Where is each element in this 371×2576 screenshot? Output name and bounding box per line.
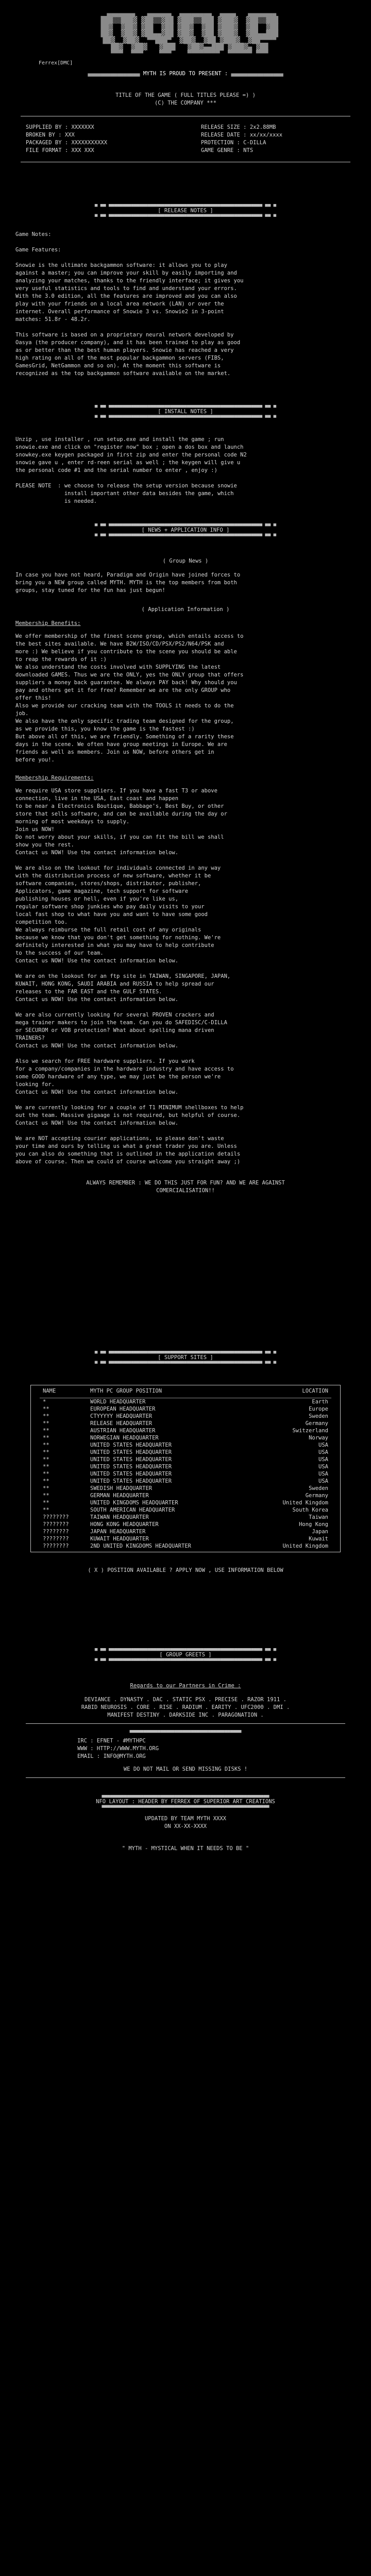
banner-label: [ RELEASE NOTES ] <box>158 208 213 214</box>
hq-name: ???????? <box>43 1514 69 1520</box>
hq-location: Earth <box>312 1399 328 1405</box>
hq-name: ** <box>43 1500 49 1506</box>
hq-row <box>40 1413 331 1420</box>
news-section <box>0 557 371 1195</box>
game-title: TITLE OF THE GAME ( FULL TITLES PLEASE =) ) <box>115 92 256 98</box>
contact-section <box>0 1723 371 1778</box>
banner-label: [ NEWS + APPLICATION INFO ] <box>141 527 230 533</box>
hq-location: Switzerland <box>292 1428 328 1434</box>
hq-location: United Kingdom <box>282 1500 328 1506</box>
hq-position: NORWEGIAN HEADQUARTER <box>90 1435 159 1441</box>
game-genre: GAME GENRE : NTS <box>201 147 254 154</box>
hq-position: TAIWAN HEADQUARTER <box>90 1514 149 1520</box>
membership-benefits-text: We offer membership of the finest scene group, which entails access to the best sites available. We have B2W/ISO/CD/PSX/PS2/N64/PSK and more :) We believe if you contribute to the scene you should be able to reap the rewards of it :) We also understand the costs involved with SUPPLYING the latest downloaded GAMES. Thus we are the ONLY, yes the ONLY group that offers suppliers a money back guarantee. We always PAY back! Why should you pay and others get it for free? Remember we are the only GROUP who offer this! Also we provide our cracking team with the TOOLS it needs to do the job. We also have the only specific trading team designed for the group, as we provide this, you know the game is the fastest :) But above all of this, we are friendly. Something of a rarity these days in the scene. We often have group meetings in Europe. We are friends as well as members. Join us NOW, before others get in before you!. <box>15 633 244 763</box>
hq-name: ???????? <box>43 1536 69 1542</box>
footer <box>0 1793 371 1853</box>
hq-name: ** <box>43 1413 49 1419</box>
hq-row <box>40 1427 331 1434</box>
hq-name: ** <box>43 1428 49 1434</box>
hq-position: 2ND UNITED KINGDOMS HEADQUARTER <box>90 1543 191 1549</box>
release-row <box>21 131 350 139</box>
col-location: LOCATION <box>302 1388 328 1394</box>
contact-irc: IRC : EFNET - #MYTHPC <box>77 1738 146 1744</box>
hq-position: CTYYYYY HEADQUARTER <box>90 1413 153 1419</box>
hq-position: SOUTH AMERICAN HEADQUARTER <box>90 1507 175 1513</box>
artist-tag-text: Ferrex[DMC] <box>39 60 73 66</box>
hq-name: ** <box>43 1449 49 1455</box>
hq-row <box>40 1543 331 1550</box>
footer-credits: NFO LAYOUT : HEADER BY FERREX OF SUPERIOR ART CREATIONS <box>96 1799 275 1805</box>
hq-location: Sweden <box>309 1485 328 1492</box>
release-info <box>0 116 371 162</box>
hq-name: ** <box>43 1478 49 1484</box>
membership-benefits-title: Membership Benefits: <box>15 620 81 626</box>
hq-location: USA <box>318 1442 328 1448</box>
hq-row <box>40 1405 331 1413</box>
banner-rule-bottom: ▀ ▀▀ ▀▀▀▀▀▀▀▀▀▀▀▀▀▀▀▀▀▀▀▀▀▀▀▀▀▀▀▀▀▀▀▀▀▀▀▀▀▀▀▀▀▀▀▀▀▀▀▀▀▀▀▀▀▀▀ ▀▀ ▀ <box>94 1659 277 1664</box>
greets-line-3: MANIFEST DESTINY . DARKSIDE INC . PARAGONATION . <box>107 1712 264 1718</box>
hq-position: WORLD HEADQUARTER <box>90 1399 146 1405</box>
greets-line-2: RABID NEUROSIS . CORE . RISE . RADIUM . EARITY . UFC2000 . DMI . <box>81 1704 290 1710</box>
greets-line-1: DEVIANCE . DYNASTY . DAC . STATIC PSX . PRECISE . RAZOR 1911 . <box>85 1697 286 1703</box>
banner-label: [ INSTALL NOTES ] <box>158 409 213 415</box>
group-news-title: ( Group News ) <box>162 558 209 564</box>
install-instructions: Unzip , use installer , run setup.exe and install the game ; run snowie.exe and click on "register now" box ; open a dos box and launch snowkey.exe keygen packaged in first zip and enter the personal code N2 snowie gave u , enter rd-reen serial as well ; the keygen will give u the personal code #1 and the serial number to enter , enjoy :) <box>15 436 247 473</box>
hq-name: ** <box>43 1507 49 1513</box>
hq-location: USA <box>318 1464 328 1470</box>
hq-location: USA <box>318 1478 328 1484</box>
hq-row <box>40 1485 331 1492</box>
hq-row <box>40 1449 331 1456</box>
banner-label: [ SUPPORT SITES ] <box>158 1354 213 1361</box>
hq-position: SWEDISH HEADQUARTER <box>90 1485 153 1492</box>
hq-position: UNITED STATES HEADQUARTER <box>90 1478 172 1484</box>
contact-email: EMAIL : INFO@MYTH.ORG <box>77 1753 146 1759</box>
banner-rule-top: ▄ ▄▄ ▄▄▄▄▄▄▄▄▄▄▄▄▄▄▄▄▄▄▄▄▄▄▄▄▄▄▄▄▄▄▄▄▄▄▄▄▄▄▄▄▄▄▄▄▄▄▄▄▄▄▄▄▄▄▄ ▄▄ ▄ <box>94 202 277 207</box>
contact-lines <box>77 1737 294 1760</box>
regards-line: Regards to our Partners in Crime : <box>130 1683 241 1689</box>
hq-row <box>40 1478 331 1485</box>
hq-body <box>40 1398 331 1550</box>
proud-right-rule: ▄▄▄▄▄▄▄▄▄▄▄▄▄▄▄▄ <box>228 71 283 77</box>
hq-position: UNITED STATES HEADQUARTER <box>90 1456 172 1463</box>
hq-name: ???????? <box>43 1543 69 1549</box>
artist-tag <box>39 59 142 67</box>
hq-name: ???????? <box>43 1521 69 1528</box>
banner-rule-bottom: ▀ ▀▀ ▀▀▀▀▀▀▀▀▀▀▀▀▀▀▀▀▀▀▀▀▀▀▀▀▀▀▀▀▀▀▀▀▀▀▀▀▀▀▀▀▀▀▀▀▀▀▀▀▀▀▀▀▀▀▀ ▀▀ ▀ <box>94 215 277 220</box>
banner-rule-top: ▄ ▄▄ ▄▄▄▄▄▄▄▄▄▄▄▄▄▄▄▄▄▄▄▄▄▄▄▄▄▄▄▄▄▄▄▄▄▄▄▄▄▄▄▄▄▄▄▄▄▄▄▄▄▄▄▄▄▄▄ ▄▄ ▄ <box>94 1349 277 1354</box>
hq-row <box>40 1456 331 1463</box>
always-remember: ALWAYS REMEMBER : WE DO THIS JUST FOR FUN? AND WE ARE AGAINST COMERCIALISATION!! <box>86 1180 285 1194</box>
contact-frame <box>26 1723 345 1778</box>
proud-line <box>0 70 371 78</box>
hq-row <box>40 1506 331 1514</box>
contact-www: WWW : HTTP://WWW.MYTH.ORG <box>77 1745 159 1752</box>
hq-row <box>40 1514 331 1521</box>
proud-left-rule: ▄▄▄▄▄▄▄▄▄▄▄▄▄▄▄▄ <box>88 71 143 77</box>
news-banner <box>0 521 371 539</box>
protection: PROTECTION : C-DILLA <box>201 140 266 146</box>
col-position: MYTH PC GROUP POSITION <box>90 1388 162 1394</box>
proud-text: MYTH IS PROUD TO PRESENT : <box>143 71 228 77</box>
footer-rule-mid: ▀▀▀▀▀▀▀▀▀▀▀▀▀▀▀▀▀▀▀▀▀▀▀▀▀▀▀▀▀▀▀▀▀▀▀▀▀▀▀▀▀▀▀▀▀▀▀▀▀▀▀▀▀▀▀▀▀▀▀▀ <box>102 1806 269 1811</box>
hq-row <box>40 1521 331 1528</box>
hq-table-frame <box>30 1385 341 1552</box>
packaged-by: PACKAGED BY : XXXXXXXXXXX <box>26 140 108 146</box>
banner-rule-bottom: ▀ ▀▀ ▀▀▀▀▀▀▀▀▀▀▀▀▀▀▀▀▀▀▀▀▀▀▀▀▀▀▀▀▀▀▀▀▀▀▀▀▀▀▀▀▀▀▀▀▀▀▀▀▀▀▀▀▀▀▀ ▀▀ ▀ <box>94 416 277 421</box>
release-row <box>21 139 350 147</box>
hq-location: Japan <box>312 1529 328 1535</box>
hq-header-row <box>40 1387 331 1395</box>
install-notes <box>0 436 371 505</box>
contact-note: WE DO NOT MAIL OR SEND MISSING DISKS ! <box>123 1766 248 1772</box>
release-date: RELEASE DATE : xx/xx/xxxx <box>201 132 283 138</box>
membership-requirements-text: We require USA store suppliers. If you have a fast T3 or above connection, live in the USA, East coast and happen to be near a Electronics Boutique, Babbage's, Best Buy, or other store that sells software, and can be available during the day or morning of most weekdays to supply. Join us NOW! Do not worry about your skills, if you can fit the bill we shall show you the rest. Contact us NOW! Use the contact information below. We are also on the lookout for individuals connected in any way with the distribution process of new software, whether it be software companies, stores/shops, distributor, publisher, Applicators, game magazine, tech support for software publishing houses or hell, even if you're like us, regular software shop junkies who pay daily visits to your local fast shop to what have you and want to have some good competition too. We always reimburse the full retail cost of any originals because we know that you don't get something for nothing. We're definitely interested in what you may have to help contribute to the success of our team. Contact us NOW! Use the contact information below. We are on the lookout for an ftp site in TAIWAN, SINGAPORE, JAPAN, KUWAIT, HONG KONG, SAUDI ARABIA and RUSSIA to help spread our releases to the FAR EAST and the GULF STATES. Contact us NOW! Use the contact information below. We are also currently looking for several PROVEN crackers and mega trainer makers to join the team. Can you do SAFEDISC/C-DILLA or SECUROM or VOB protection? What about spelling mana driven TRAINERS? Contact us NOW! Use the contact information below. Also we search for FREE hardware suppliers. If you work for a company/companies in the hardware industry and have access to some GOOD hardware of any type, we may just be the person we're looking for. Contact us NOW! Use the contact information below. We are currently looking for a couple of T1 MINIMUM shellboxes to help out the team. Massive gigaage is not required, but helpful of course. Contact us NOW! Use the contact information below. We are NOT accepting courier applications, so please don't waste your time and ours by telling us what a great trader you are. Unless you can also do something that is outlined in the application details above of course. Then we could of course welcome you straight away ;) <box>15 788 244 1165</box>
hq-name: ** <box>43 1456 49 1463</box>
hq-position: GERMAN HEADQUARTER <box>90 1493 149 1499</box>
file-format: FILE FORMAT : XXX XXX <box>26 147 94 154</box>
hq-row <box>40 1492 331 1499</box>
application-info-title: ( Application Information ) <box>141 606 230 613</box>
banner-rule-top: ▄ ▄▄ ▄▄▄▄▄▄▄▄▄▄▄▄▄▄▄▄▄▄▄▄▄▄▄▄▄▄▄▄▄▄▄▄▄▄▄▄▄▄▄▄▄▄▄▄▄▄▄▄▄▄▄▄▄▄▄ ▄▄ ▄ <box>94 1646 277 1651</box>
support-sites-banner <box>0 1349 371 1367</box>
greets-banner <box>0 1646 371 1664</box>
hq-position: RELEASE HEADQUARTER <box>90 1420 153 1427</box>
hq-location: Germany <box>305 1493 328 1499</box>
supplied-by: SUPPLIED BY : XXXXXXX <box>26 124 94 130</box>
broken-by: BROKEN BY : XXX <box>26 132 75 138</box>
hq-name: ** <box>43 1406 49 1412</box>
features-paragraph: Snowie is the ultimate backgammon software: it allows you to play against a master; you can improve your skill by easily importing and analyzing your matches, thanks to the friendly interface; it gives you very useful statistics and tools to find and understand your errors. With the 3.0 edition, all the features are improved and you can also play with your friends on a local area network (LAN) or over the internet. Overall performance of Snowie 3 vs. Snowie2 in 3-point matches: 51.8r - 48.2r. <box>15 262 244 323</box>
hq-name: ** <box>43 1464 49 1470</box>
hq-table <box>40 1387 331 1550</box>
hq-row <box>40 1398 331 1406</box>
release-notes-banner <box>0 202 371 220</box>
banner-rule-top: ▄ ▄▄ ▄▄▄▄▄▄▄▄▄▄▄▄▄▄▄▄▄▄▄▄▄▄▄▄▄▄▄▄▄▄▄▄▄▄▄▄▄▄▄▄▄▄▄▄▄▄▄▄▄▄▄▄▄▄▄ ▄▄ ▄ <box>94 403 277 408</box>
hq-position: KUWAIT HEADQUARTER <box>90 1536 149 1542</box>
hq-row <box>40 1463 331 1470</box>
hq-location: USA <box>318 1449 328 1455</box>
hq-position: UNITED STATES HEADQUARTER <box>90 1449 172 1455</box>
hq-location: USA <box>318 1471 328 1477</box>
hq-row <box>40 1434 331 1442</box>
release-info-frame <box>21 116 350 162</box>
game-notes-label: Game Notes: <box>15 231 52 238</box>
hq-row <box>40 1528 331 1535</box>
hq-location: Taiwan <box>309 1514 328 1520</box>
hq-row <box>40 1470 331 1478</box>
release-notes <box>0 231 371 378</box>
game-features-label: Game Features: <box>15 247 61 253</box>
release-row <box>21 147 350 155</box>
hq-position: JAPAN HEADQUARTER <box>90 1529 146 1535</box>
footer-updated: UPDATED BY TEAM MYTH XXXX <box>144 1816 227 1822</box>
membership-requirements-title: Membership Requirements: <box>15 775 94 781</box>
hq-name: ** <box>43 1420 49 1427</box>
contact-banner-rule: ▄▄▄▄▄▄▄▄▄▄▄▄▄▄▄▄▄▄▄▄▄▄▄▄▄▄▄▄▄▄▄▄▄▄▄▄▄▄▄▄ <box>129 1728 242 1733</box>
hq-name: ** <box>43 1471 49 1477</box>
banner-label: [ GROUP GREETS ] <box>159 1652 212 1658</box>
hq-name: ** <box>43 1435 49 1441</box>
hq-name: ???????? <box>43 1529 69 1535</box>
group-news-text: In case you have not heard, Paradigm and Origin have joined forces to bring you a NEW group called MYTH. MYTH is the top members from both groups, stay tuned for the fun has just begun! <box>15 572 241 594</box>
hq-position: HONG KONG HEADQUARTER <box>90 1521 159 1528</box>
hq-location: USA <box>318 1456 328 1463</box>
logo-art: ▄▄▄▄▄▄▄ ▄▄▄▄▄▄ ▄▄▄▄▄▄▄▄ ▄▄▄▄ ▄▄▄▄▄▄▄ ███▒▒███▓ ▓██▒▒▓██ ▓███▒▒███ ▓███▓ ▓██▒▒███ ██▓ ▓██▓ ▓██ ▓██ ▓██▓ ▓██ ▓███▓ ▓██ ▓██ ██▓ ▓██▓ ▓██▄▄▓██ ▓██▓ ▓██ ▓███▓ ▓██▄▄███ ██▓ ▓██▓ ▀▀███▀ ▓██▓ ▓██ ▓███▓ ▓██▀▀▀▀ ██▓ ▓██▓ ▓███ ▓██▓▄▄███ ▓███▓▄ ▓██ ▀▀▀ ▀▀▀ ▀▀▀ ▀▀▀▀▀▀▀▀ ▀▀▀▀▀▀ ▀▀▀ <box>100 10 279 58</box>
game-company: (C) THE COMPANY *** <box>154 100 217 106</box>
hq-name: ** <box>43 1493 49 1499</box>
hq-row <box>40 1535 331 1543</box>
hq-location: Germany <box>305 1420 328 1427</box>
hq-name: ** <box>43 1485 49 1492</box>
hq-row <box>40 1420 331 1427</box>
hq-position: UNITED STATES HEADQUARTER <box>90 1471 172 1477</box>
hq-location: Hong Kong <box>299 1521 328 1528</box>
hq-location: Europe <box>309 1406 328 1412</box>
hq-location: United Kingdom <box>282 1543 328 1549</box>
hq-position: UNITED STATES HEADQUARTER <box>90 1464 172 1470</box>
banner-rule-top: ▄ ▄▄ ▄▄▄▄▄▄▄▄▄▄▄▄▄▄▄▄▄▄▄▄▄▄▄▄▄▄▄▄▄▄▄▄▄▄▄▄▄▄▄▄▄▄▄▄▄▄▄▄▄▄▄▄▄▄▄ ▄▄ ▄ <box>94 521 277 527</box>
hq-location: Norway <box>309 1435 328 1441</box>
greets-section <box>0 1682 371 1719</box>
footer-slogan: " MYTH - MYSTICAL WHEN IT NEEDS TO BE " <box>122 1845 249 1852</box>
hq-location: South Korea <box>292 1507 328 1513</box>
hq-location: Sweden <box>309 1413 328 1419</box>
footer-date: ON XX-XX-XXXX <box>164 1823 207 1829</box>
hq-position: AUSTRIAN HEADQUARTER <box>90 1428 156 1434</box>
features-paragraph-2: This software is based on a proprietary neural network developed by Oasya (the producer company), and it has been trained to play as good as or better than the best human players. Snowie has reached a very high rating on all of the most popular backgammon servers (FIBS, GamesGrid, NetGammon and so on). At the moment this software is recognized as the top backgammon software available on the market. <box>15 332 241 377</box>
col-name: NAME <box>43 1388 56 1394</box>
hq-name: ** <box>43 1442 49 1448</box>
install-please-note: PLEASE NOTE : we choose to release the setup version because snowie install important other data besides the game, which is needed. <box>15 483 237 504</box>
hq-position: UNITED KINGDOMS HEADQUARTER <box>90 1500 178 1506</box>
title-block <box>0 92 371 107</box>
hq-row <box>40 1442 331 1449</box>
release-size: RELEASE SIZE : 2x2.88MB <box>201 124 276 130</box>
header <box>0 10 371 57</box>
release-row <box>21 124 350 131</box>
footer-rule-top: ▄▄▄▄▄▄▄▄▄▄▄▄▄▄▄▄▄▄▄▄▄▄▄▄▄▄▄▄▄▄▄▄▄▄▄▄▄▄▄▄▄▄▄▄▄▄▄▄▄▄▄▄▄▄▄▄▄▄▄▄ <box>102 1793 269 1798</box>
banner-rule-bottom: ▀ ▀▀ ▀▀▀▀▀▀▀▀▀▀▀▀▀▀▀▀▀▀▀▀▀▀▀▀▀▀▀▀▀▀▀▀▀▀▀▀▀▀▀▀▀▀▀▀▀▀▀▀▀▀▀▀▀▀▀ ▀▀ ▀ <box>94 1362 277 1367</box>
banner-rule-bottom: ▀ ▀▀ ▀▀▀▀▀▀▀▀▀▀▀▀▀▀▀▀▀▀▀▀▀▀▀▀▀▀▀▀▀▀▀▀▀▀▀▀▀▀▀▀▀▀▀▀▀▀▀▀▀▀▀▀▀▀▀ ▀▀ ▀ <box>94 534 277 539</box>
hq-location: Kuwait <box>309 1536 328 1542</box>
support-sites <box>0 1385 371 1574</box>
hq-row <box>40 1499 331 1506</box>
install-notes-banner <box>0 403 371 421</box>
hq-position: UNITED STATES HEADQUARTER <box>90 1442 172 1448</box>
hq-name: * <box>43 1399 46 1405</box>
position-note: ( X ) POSITION AVAILABLE ? APPLY NOW , USE INFORMATION BELOW <box>88 1567 283 1573</box>
hq-position: EUROPEAN HEADQUARTER <box>90 1406 156 1412</box>
